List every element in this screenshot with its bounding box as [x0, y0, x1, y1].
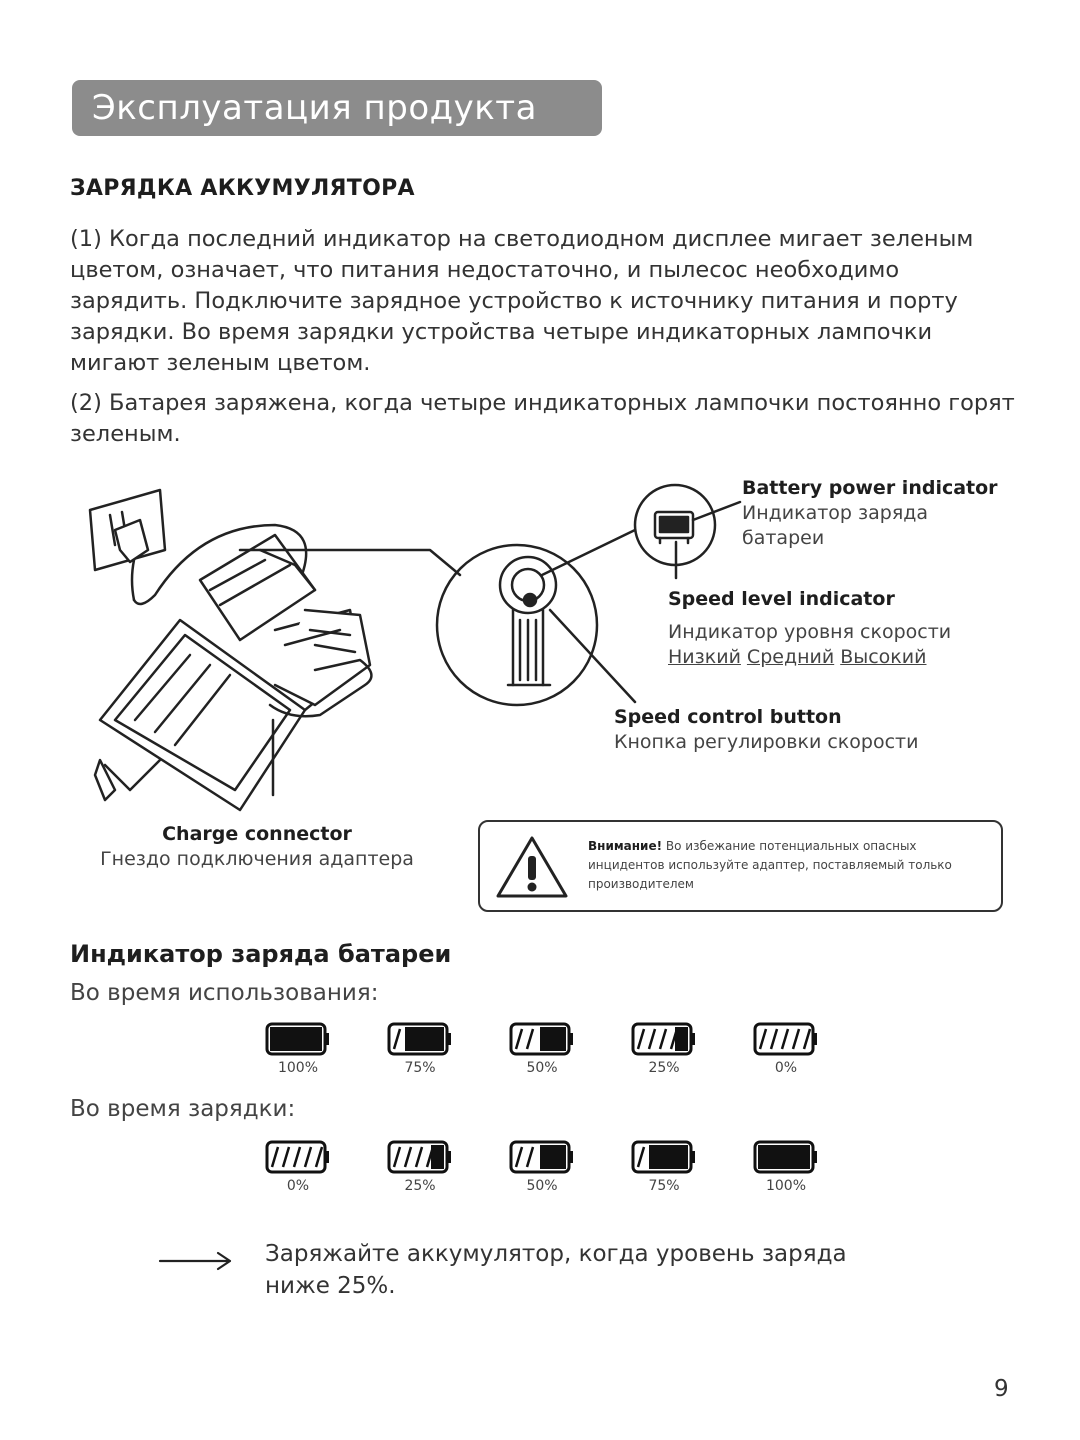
battery-item	[750, 1022, 822, 1076]
vacuum-body	[95, 535, 371, 810]
speed-dial-icon	[500, 557, 556, 685]
callout-speed-level	[668, 587, 1028, 670]
battery-percent-label: 100%	[765, 1178, 807, 1194]
battery-percent-label: 50%	[526, 1060, 558, 1076]
callout-charge-connector	[72, 822, 442, 872]
battery-level-icon	[509, 1022, 575, 1056]
warning-bold: Внимание!	[588, 839, 663, 853]
battery-item	[262, 1022, 334, 1076]
page-number: 9	[994, 1376, 1009, 1402]
callout-battery-indicator	[742, 476, 1032, 551]
warning-body: Во избежание потенциальных опасных инцидентов используйте адаптер, поставляемый только производителем	[588, 839, 952, 891]
battery-percent-label: 0%	[774, 1060, 798, 1076]
speed-level-low: Низкий	[668, 646, 741, 668]
callout-battery-ru: Индикатор заряда батареи	[742, 502, 929, 549]
wall-plug-icon	[90, 490, 165, 600]
battery-level-icon	[753, 1022, 819, 1056]
in-use-label: Во время использования:	[70, 980, 379, 1006]
battery-item	[628, 1140, 700, 1194]
callout-charge-ru: Гнездо подключения адаптера	[100, 848, 414, 870]
battery-item	[384, 1140, 456, 1194]
callout-charge-en: Charge connector	[162, 823, 352, 845]
battery-level-icon	[509, 1140, 575, 1174]
paragraph-1: (1) Когда последний индикатор на светодиодном дисплее мигает зеленым цветом, означает, что питания недостаточно, и пылесос необходимо зарядить. Подключите зарядное устройство к источнику питания и порту зарядки. Во время зарядки устройства четыре индикаторных лампочки мигают зеленым цветом.	[70, 226, 974, 376]
paragraph-2: (2) Батарея заряжена, когда четыре индикаторных лампочки постоянно горят зеленым.	[70, 390, 1015, 447]
arrow-right-icon	[158, 1250, 234, 1272]
speed-levels	[668, 645, 1028, 670]
battery-level-icon	[753, 1140, 819, 1174]
battery-percent-label: 25%	[648, 1060, 680, 1076]
battery-item	[750, 1140, 822, 1194]
callout-speed-button-ru: Кнопка регулировки скорости	[614, 731, 919, 753]
battery-level-icon	[265, 1022, 331, 1056]
callout-speed-button	[614, 705, 1034, 755]
battery-level-icon	[631, 1140, 697, 1174]
warning-triangle-icon	[494, 834, 570, 900]
battery-percent-label: 0%	[286, 1178, 310, 1194]
callout-speed-button-en: Speed control button	[614, 706, 842, 728]
battery-item	[628, 1022, 700, 1076]
battery-item	[506, 1140, 578, 1194]
battery-percent-label: 50%	[526, 1178, 558, 1194]
callout-battery-en: Battery power indicator	[742, 477, 998, 499]
battery-level-icon	[265, 1140, 331, 1174]
battery-level-icon	[631, 1022, 697, 1056]
charging-note: Заряжайте аккумулятор, когда уровень заряда ниже 25%.	[265, 1241, 847, 1299]
battery-percent-label: 100%	[277, 1060, 319, 1076]
battery-level-icon	[387, 1140, 453, 1174]
callout-speed-level-ru: Индикатор уровня скорости	[668, 621, 952, 643]
battery-item	[384, 1022, 456, 1076]
page-header: Эксплуатация продукта	[72, 80, 602, 136]
battery-percent-label: 25%	[404, 1178, 436, 1194]
section-title: ЗАРЯДКА АККУМУЛЯТОРА	[70, 176, 415, 201]
speed-level-high: Высокий	[840, 646, 927, 668]
battery-percent-label: 75%	[404, 1060, 436, 1076]
battery-item	[262, 1140, 334, 1194]
charging-label: Во время зарядки:	[70, 1096, 296, 1122]
battery-section-title: Индикатор заряда батареи	[70, 940, 452, 968]
warning-text	[588, 837, 988, 894]
warning-box	[478, 820, 1003, 912]
battery-row-charging	[262, 1140, 842, 1210]
callout-speed-level-en: Speed level indicator	[668, 588, 895, 610]
battery-row-in-use	[262, 1022, 842, 1092]
battery-item	[506, 1022, 578, 1076]
speed-level-medium: Средний	[746, 646, 835, 668]
battery-level-icon	[387, 1022, 453, 1056]
battery-percent-label: 75%	[648, 1178, 680, 1194]
